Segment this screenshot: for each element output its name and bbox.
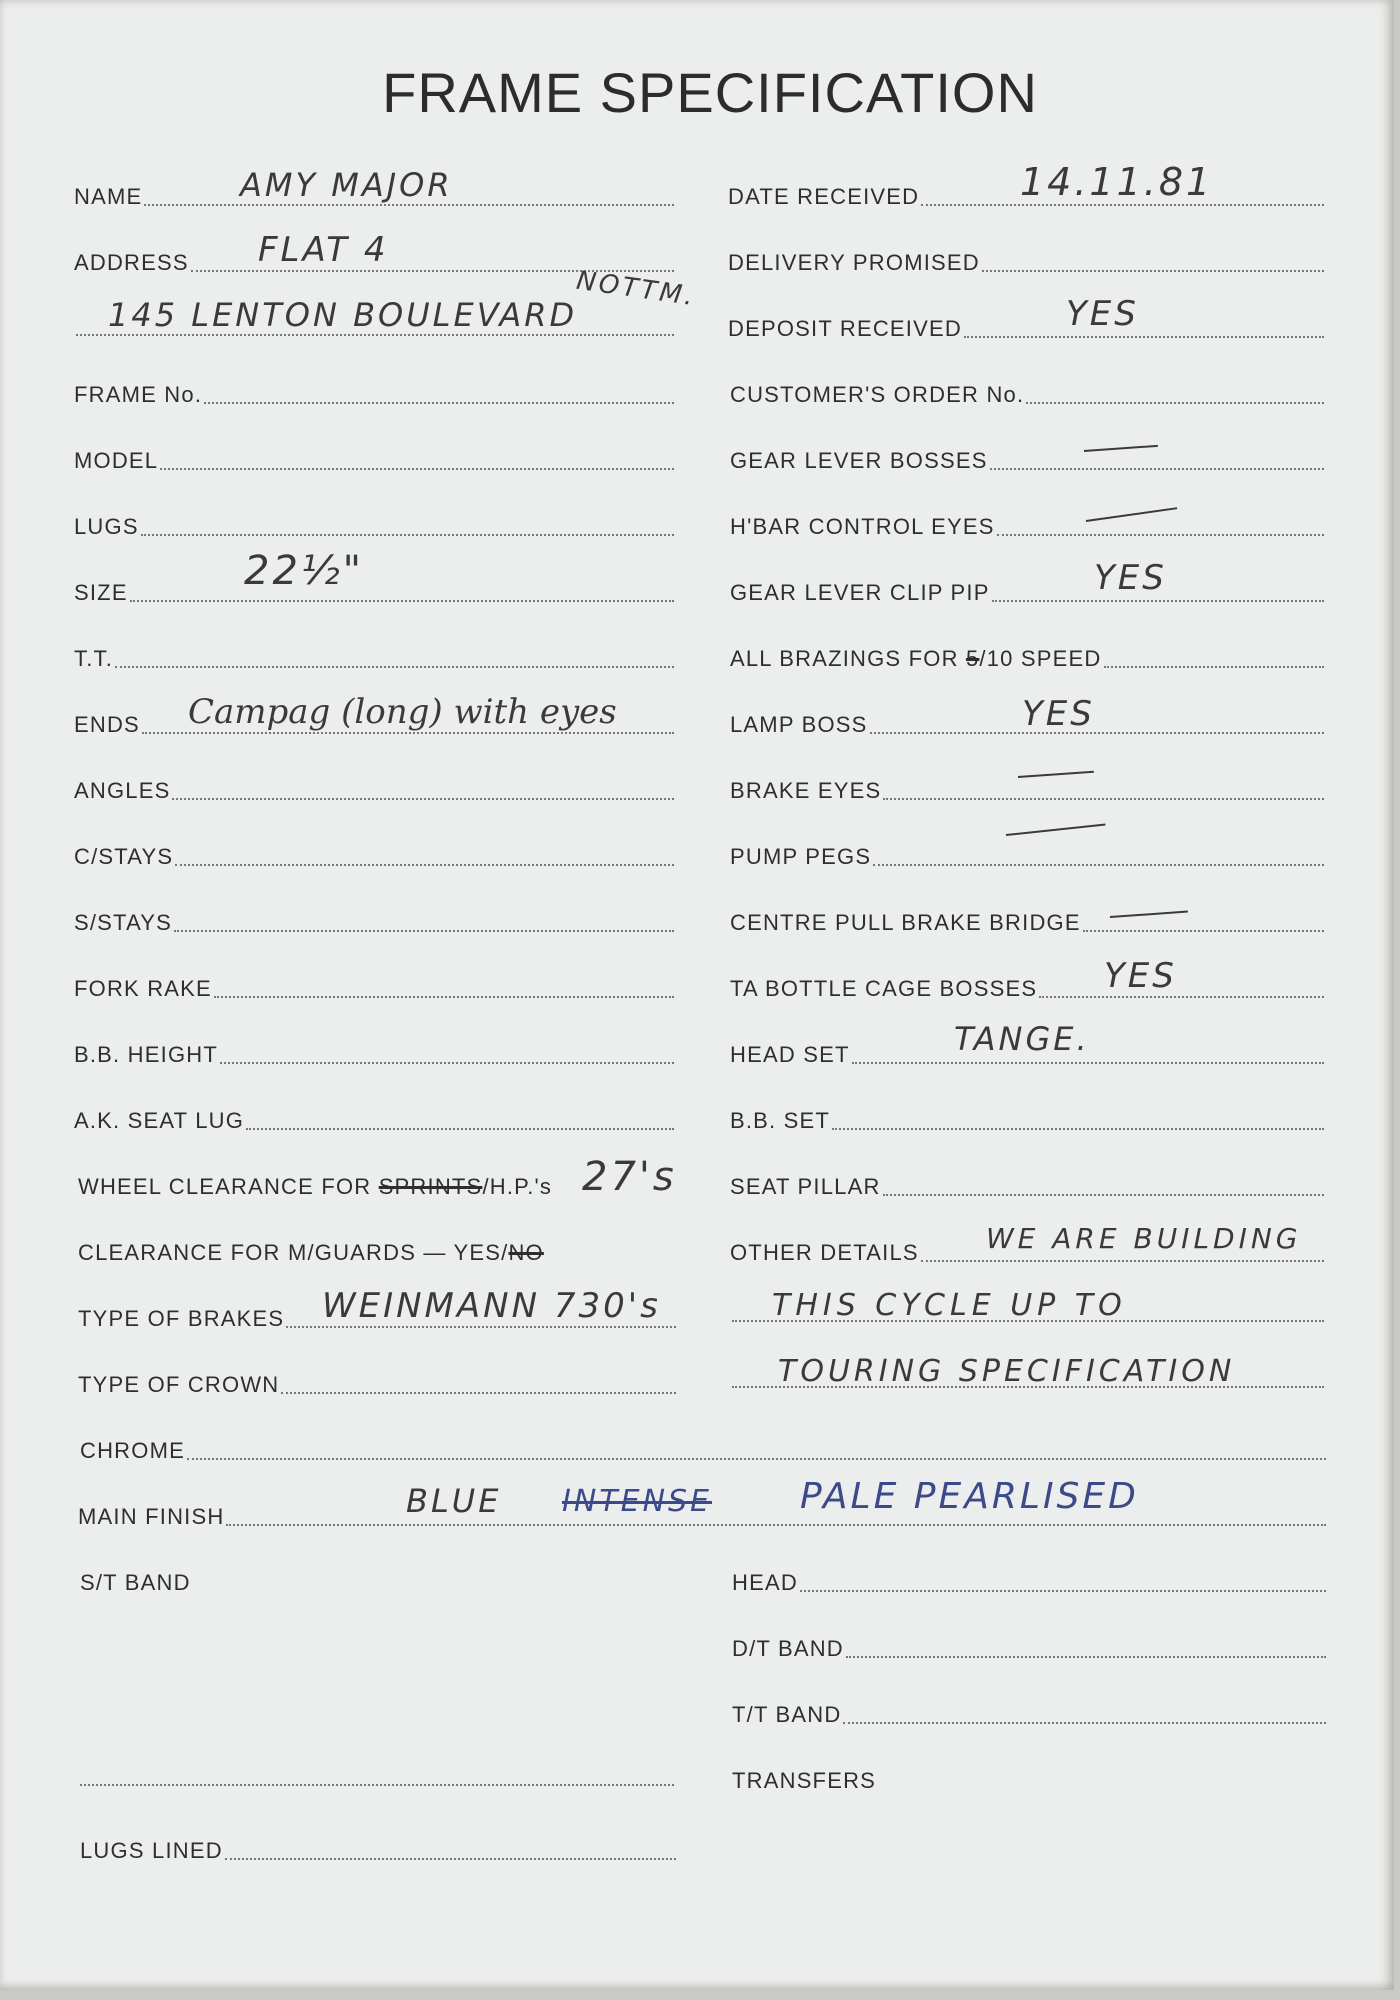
field-delivery-promised xyxy=(728,238,1324,278)
field-model xyxy=(74,436,674,476)
field-label: TYPE OF CROWN xyxy=(78,1372,280,1397)
field-label: LUGS LINED xyxy=(80,1838,223,1863)
field-fork-rake xyxy=(74,964,674,1004)
field-tt-band xyxy=(732,1690,1326,1730)
field-frame-no xyxy=(74,370,674,410)
field-angles xyxy=(74,766,674,806)
field-label: TA BOTTLE CAGE BOSSES xyxy=(730,976,1038,1001)
field-lugs-lined xyxy=(80,1826,676,1866)
field-label: TYPE OF BRAKES xyxy=(78,1306,285,1331)
field-dt-band xyxy=(732,1624,1326,1664)
entry-ends: Campag (long) with eyes xyxy=(188,692,617,732)
field-label: TRANSFERS xyxy=(732,1768,877,1793)
entry-other-details-1: WE ARE BUILDING xyxy=(986,1222,1302,1255)
field-label: H'BAR CONTROL EYES xyxy=(730,514,995,539)
field-label: WHEEL CLEARANCE FOR SPRINTS/H.P.'s xyxy=(78,1174,553,1199)
entry-name: AMY MAJOR xyxy=(240,166,453,204)
field-label: CUSTOMER'S ORDER No. xyxy=(730,382,1025,407)
field-label: LUGS xyxy=(74,514,139,539)
field-transfers xyxy=(732,1756,1032,1796)
field-pump-pegs xyxy=(730,832,1324,872)
field-type-of-crown xyxy=(78,1360,676,1400)
field-label: B.B. HEIGHT xyxy=(74,1042,218,1067)
field-label: C/STAYS xyxy=(74,844,174,869)
field-all-brazings xyxy=(730,634,1324,674)
field-label: GEAR LEVER BOSSES xyxy=(730,448,988,473)
field-gear-lever-clip-pip xyxy=(730,568,1324,608)
entry-finish-struck: INTENSE xyxy=(562,1484,713,1519)
field-label: CENTRE PULL BRAKE BRIDGE xyxy=(730,910,1081,935)
field-label: ALL BRAZINGS FOR 5/10 SPEED xyxy=(730,646,1102,671)
entry-ta-bottle-cage-bosses: YES xyxy=(1104,956,1177,996)
entry-head-set: TANGE. xyxy=(954,1020,1090,1058)
st-band-line xyxy=(80,1784,674,1786)
field-label: B.B. SET xyxy=(730,1108,831,1133)
entry-finish-pale: PALE PEARLISED xyxy=(800,1476,1139,1517)
field-deposit-received xyxy=(728,304,1324,344)
field-label: DATE RECEIVED xyxy=(728,184,920,209)
field-label: ADDRESS xyxy=(74,250,189,275)
entry-date-received: 14.11.81 xyxy=(1020,160,1214,204)
field-label: CHROME xyxy=(80,1438,185,1463)
field-label: SIZE xyxy=(74,580,128,605)
field-label: D/T BAND xyxy=(732,1636,844,1661)
field-label: GEAR LEVER CLIP PIP xyxy=(730,580,990,605)
address-continuation-line xyxy=(76,334,674,336)
entry-address-town: NOTTM. xyxy=(574,265,698,313)
field-centre-pull-brake-bridge xyxy=(730,898,1324,938)
entry-brakes: WEINMANN 730's xyxy=(322,1286,661,1326)
field-hbar-control-eyes xyxy=(730,502,1324,542)
field-label: HEAD SET xyxy=(730,1042,850,1067)
field-bb-height xyxy=(74,1030,674,1070)
field-brake-eyes xyxy=(730,766,1324,806)
field-label: A.K. SEAT LUG xyxy=(74,1108,245,1133)
field-tt xyxy=(74,634,674,674)
field-label: DELIVERY PROMISED xyxy=(728,250,980,275)
field-label: FRAME No. xyxy=(74,382,203,407)
field-label: ENDS xyxy=(74,712,140,737)
struck-option: SPRINTS xyxy=(378,1174,483,1199)
entry-gear-lever-clip-pip: YES xyxy=(1094,558,1167,598)
field-label: S/T BAND xyxy=(80,1570,191,1595)
field-head xyxy=(732,1558,1326,1598)
field-label: SEAT PILLAR xyxy=(730,1174,881,1199)
field-ak-seat-lug xyxy=(74,1096,674,1136)
field-label: T.T. xyxy=(74,646,114,671)
field-chrome xyxy=(80,1426,1326,1466)
field-size xyxy=(74,568,674,608)
entry-other-details-3: TOURING SPECIFICATION xyxy=(778,1354,1236,1389)
field-label: S/STAYS xyxy=(74,910,173,935)
struck-option: 5 xyxy=(965,646,980,671)
entry-finish-blue: BLUE xyxy=(406,1482,502,1520)
field-lugs xyxy=(74,502,674,542)
entry-wheel-clearance: 27's xyxy=(582,1154,677,1200)
field-st-band xyxy=(80,1558,380,1598)
entry-size: 22½" xyxy=(244,548,365,594)
entry-address-line1: FLAT 4 xyxy=(258,230,389,270)
field-label: HEAD xyxy=(732,1570,798,1595)
entry-address-line2: 145 LENTON BOULEVARD xyxy=(108,296,578,334)
field-customers-order-no xyxy=(730,370,1324,410)
entry-deposit-received: YES xyxy=(1066,294,1139,334)
field-label: OTHER DETAILS xyxy=(730,1240,919,1265)
field-label: MAIN FINISH xyxy=(78,1504,225,1529)
struck-option: NO xyxy=(508,1240,544,1265)
field-c-stays xyxy=(74,832,674,872)
field-label: BRAKE EYES xyxy=(730,778,882,803)
field-seat-pillar xyxy=(730,1162,1324,1202)
field-label: FORK RAKE xyxy=(74,976,212,1001)
form-title: FRAME SPECIFICATION xyxy=(382,61,1038,124)
field-mudguard-clearance xyxy=(78,1228,676,1268)
field-label: ANGLES xyxy=(74,778,171,803)
field-label: LAMP BOSS xyxy=(730,712,868,737)
field-bb-set xyxy=(730,1096,1324,1136)
field-label: NAME xyxy=(74,184,143,209)
field-ta-bottle-cage-bosses xyxy=(730,964,1324,1004)
field-label: T/T BAND xyxy=(732,1702,842,1727)
entry-other-details-2: THIS CYCLE UP TO xyxy=(772,1288,1127,1323)
entry-lamp-boss: YES xyxy=(1022,694,1095,734)
field-label: CLEARANCE FOR M/GUARDS — YES/NO xyxy=(78,1240,544,1265)
field-gear-lever-bosses xyxy=(730,436,1324,476)
field-label: DEPOSIT RECEIVED xyxy=(728,316,962,341)
field-label: MODEL xyxy=(74,448,159,473)
field-label: PUMP PEGS xyxy=(730,844,872,869)
field-s-stays xyxy=(74,898,674,938)
